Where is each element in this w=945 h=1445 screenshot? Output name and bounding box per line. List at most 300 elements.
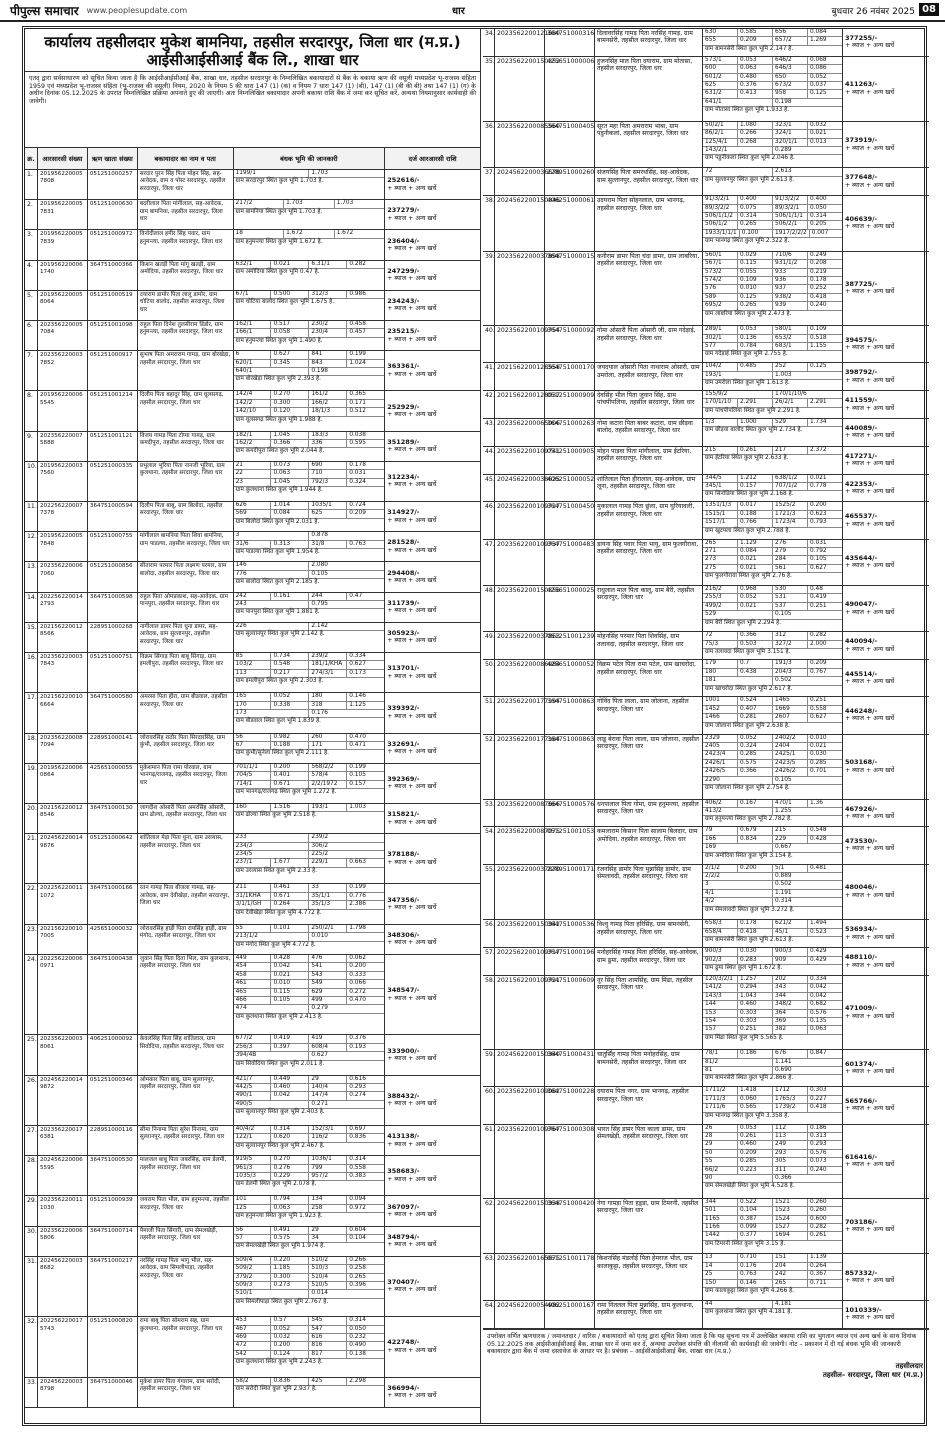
row-serial: 2. xyxy=(25,200,38,229)
row-rrc-number: 2023562200176381 xyxy=(38,1126,88,1155)
land-cell: 284 xyxy=(773,556,808,563)
land-cell: 509/2 xyxy=(234,1265,272,1272)
land-cell: 143/3 xyxy=(703,993,738,1000)
land-cell: 841 xyxy=(309,351,347,358)
land-cell: 1166 xyxy=(703,1224,738,1231)
land-line xyxy=(703,1254,842,1262)
land-line xyxy=(703,82,842,90)
land-line xyxy=(234,1205,385,1213)
amount-value: 252616/- xyxy=(387,176,420,185)
land-total: ग्राम गदेड़ाई स्थित कुल भूमि 2.755 है. xyxy=(705,351,788,358)
row-serial: 48. xyxy=(483,586,495,631)
table-row xyxy=(483,697,929,734)
land-line xyxy=(234,479,385,487)
land-line xyxy=(703,74,842,82)
land-cell: 0.105 xyxy=(775,776,792,783)
land-line xyxy=(703,611,842,619)
table-row xyxy=(483,660,929,697)
row-rrc-number: 2024562200038798 xyxy=(38,1378,88,1407)
table-row xyxy=(483,447,929,475)
land-line xyxy=(703,260,842,268)
land-line xyxy=(234,997,385,1005)
land-cell: 191/3 xyxy=(773,660,808,667)
table-row xyxy=(483,168,929,196)
land-cell: 573/1 xyxy=(703,57,738,64)
land-cell: 144 xyxy=(703,1001,738,1008)
land-line xyxy=(234,661,385,669)
land-cell: 657/2 xyxy=(773,37,808,44)
land-cell: 2425/1 xyxy=(773,751,808,758)
land-cell: 180 xyxy=(309,693,347,700)
land-total: ग्राम पानपुरा स्थित कुल भूमि 1.881 है. xyxy=(235,609,320,616)
land-cell: 162/2 xyxy=(234,440,272,447)
land-total: ग्राम बामनसेरी स्थित कुल भूमि 2.866 है. xyxy=(705,1075,794,1082)
land-line xyxy=(703,57,842,65)
land-cell: 0.428 xyxy=(810,835,827,842)
land-total: ग्राम हनुमन्त्या स्थित कुल भूमि 1.923 है. xyxy=(235,1213,323,1220)
notice-intro: एतद् द्वारा सर्वसाधारण को सूचित किया जाता है कि आईसीआईसीआई बैंक, शाखा धार, तहसील सरदारपुर के निम्नलिखित बकायादारों से बैंक के बकाया ऋण की वसूली मध्यप्रदेश भू-राजस्व संहिता 1959 एवं मध्यप्रदेश भू-राजस्व संहिता (भू-राजस्व की वसूली) नियम, 2020 के नियम 5 की धारा 147 (1) (क) व नियम 7 धारा 147 (1) (बी), 147 (1) (बी की बी) तथा 147 (1) (ग) के अधीन दिनांक 05.12.2025 के उपरांत निम्नलिखित प्रक्रिया अपनाते हुए की जाएगी। अतः निम्नलिखित बकायादार अपनी बकाया राशि बैंक में जमा कर सूचित करें, अन्यथा नियमानुसार कार्यवाही की जावेगी। xyxy=(25,72,480,148)
land-cell: 0.030 xyxy=(810,751,827,758)
land-cell: 327/2 xyxy=(773,641,808,648)
land-line xyxy=(703,1133,842,1141)
land-cell: 1.185 xyxy=(271,1265,309,1272)
land-cell: 0.460 xyxy=(738,1001,773,1008)
table-row xyxy=(25,321,480,351)
land-line xyxy=(234,321,385,329)
amount-value: 857332/- xyxy=(845,1268,878,1277)
row-loan-number: 051251000257 xyxy=(88,170,138,199)
land-cell: 0.595 xyxy=(349,440,366,447)
amount-note: + ब्याज + अन्य खर्चे xyxy=(845,344,895,352)
row-borrower-name: मांगीलाल बामनिया पिता शिवा बामनिया, ग्राम पाडल्या, तहसील सरदारपुर, जिला धार xyxy=(138,532,234,561)
amount-note: + ब्याज + अन्य खर्चे xyxy=(845,1277,895,1285)
land-cell: 2.080 xyxy=(311,562,328,569)
amount-value: 305923/- xyxy=(387,629,420,637)
land-line xyxy=(234,1282,385,1290)
row-loan-number: 425651000052 xyxy=(545,660,595,696)
land-cell: 641/1 xyxy=(703,99,773,106)
row-rrc-number: 2023562200109082 xyxy=(495,1087,545,1123)
land-cell: 0.366 xyxy=(738,632,773,639)
row-rrc-number: 2023562200037870 xyxy=(495,865,545,920)
row-loan-number: 364751000863 xyxy=(545,697,595,733)
land-cell: 0.115 xyxy=(738,260,773,267)
land-cell: 490/5 xyxy=(234,1101,310,1108)
row-amount xyxy=(385,1076,480,1125)
row-rrc-number: 2022562200111072 xyxy=(38,884,88,923)
land-cell: 0.429 xyxy=(810,956,827,963)
row-amount xyxy=(843,827,929,863)
land-cell: 0.524 xyxy=(738,697,773,704)
land-cell: 4/1 xyxy=(703,890,773,897)
land-cell: 0.042 xyxy=(810,984,827,991)
land-line xyxy=(234,502,385,510)
land-cell: 0.032 xyxy=(810,121,827,128)
row-serial: 14. xyxy=(25,593,38,622)
amount-note: + ब्याज + अन्य खर्चे xyxy=(845,645,895,653)
land-cell: 103/2 xyxy=(234,661,272,668)
land-line xyxy=(703,836,842,844)
notice-frame xyxy=(22,26,927,1426)
land-cell: 150 xyxy=(703,1280,738,1287)
land-cell: 0.261 xyxy=(738,1133,773,1140)
land-cell: 957/2 xyxy=(309,1173,347,1180)
row-amount xyxy=(385,1126,480,1155)
row-borrower-name: नागीलाल डामर पिता धुना डामर, सह-आवेदक, ग्राम सुल्तानपुर, तहसील सरदारपुर, जिला धार xyxy=(138,623,234,652)
table-row xyxy=(483,252,929,326)
land-cell: 0.021 xyxy=(738,603,773,610)
land-total: ग्राम सिमलीपाड़ा स्थित कुल भूमि 2.767 है. xyxy=(235,1298,329,1305)
land-cell: 0.400 xyxy=(738,196,773,203)
land-cell: 704/5 xyxy=(234,772,272,779)
land-cell: 0.052 xyxy=(271,1326,309,1333)
land-line xyxy=(234,1035,385,1043)
land-cell: 1036/1 xyxy=(309,1156,347,1163)
land-cell: 0.679 xyxy=(738,827,773,834)
land-cell: 0.623 xyxy=(810,510,827,517)
land-cell: 1711/3 xyxy=(703,1096,738,1103)
land-cell: 0.671 xyxy=(271,781,309,788)
land-cell: 0.794 xyxy=(271,1196,309,1203)
amount-value: 417271/- xyxy=(845,451,878,460)
row-serial: 40. xyxy=(483,326,495,362)
amount-note: + ब्याज + अन्य खर्चे xyxy=(387,1210,437,1218)
land-cell: 0.157 xyxy=(349,780,366,787)
row-serial: 4. xyxy=(25,261,38,290)
table-row xyxy=(25,261,480,291)
row-loan-number: 051251001098 xyxy=(88,321,138,350)
land-line xyxy=(703,1104,842,1112)
row-loan-number: 051251000905 xyxy=(545,447,595,474)
land-cell: 817 xyxy=(309,1351,347,1358)
row-borrower-name: किशन खतड़ी पिता मांगू खतड़ी, ग्राम अमोदिया, तहसील सरदारपुर, जिला धार xyxy=(138,261,234,290)
land-line xyxy=(234,400,385,408)
land-cell: 631/2 xyxy=(703,90,738,97)
table-row xyxy=(483,1087,929,1124)
land-cell: 656 xyxy=(773,29,808,36)
land-cell: 0.264 xyxy=(271,901,309,908)
amount-note: + ब्याज + अन्य खर्चे xyxy=(387,1140,437,1148)
land-cell: 0.186 xyxy=(738,1050,773,1057)
row-land-details xyxy=(703,800,843,827)
land-line xyxy=(703,1263,842,1271)
row-rrc-number: 2024562200150338 xyxy=(495,1199,545,1254)
land-cell: 243 xyxy=(234,601,310,608)
land-cell: 50/2/1 xyxy=(703,122,738,129)
land-cell: 608/4 xyxy=(309,1044,347,1051)
table-row xyxy=(25,230,480,260)
amount-value: 465537/- xyxy=(845,512,878,521)
land-cell: 320/1/1 xyxy=(773,139,808,146)
land-cell: 1465 xyxy=(773,697,808,704)
row-amount xyxy=(843,1199,929,1254)
land-cell: 1694 xyxy=(773,1232,808,1239)
row-rrc-number: 2023562200067060 xyxy=(38,562,88,591)
land-line xyxy=(234,470,385,478)
amount-note: + ब्याज + अन्य खर्चे xyxy=(845,144,895,152)
land-cell: 1711/2 xyxy=(703,1087,738,1094)
land-cell: 81/2 xyxy=(703,1059,773,1066)
land-line xyxy=(703,1158,842,1166)
land-cell: 0.209 xyxy=(738,37,773,44)
land-cell: 0.667 xyxy=(775,844,792,851)
land-cell: 229 xyxy=(773,836,808,843)
row-loan-number: 364751000366 xyxy=(88,261,138,290)
row-borrower-name: नरसिंह गामड़ पिता भागु भील, सह-आवेदक, ग्राम सिमलीपाड़ा, तहसील सरदारपुर, जिला धार xyxy=(138,1257,234,1316)
land-cell: 230/2 xyxy=(309,321,347,328)
land-cell: 226 xyxy=(234,623,310,630)
amount-value: 503168/- xyxy=(845,758,878,767)
row-loan-number: 051251000856 xyxy=(88,562,138,591)
land-cell: 0.171 xyxy=(349,399,366,406)
land-line xyxy=(703,669,842,677)
row-land-details xyxy=(234,532,386,561)
land-cell: 1442 xyxy=(703,1232,738,1239)
land-line xyxy=(703,594,842,602)
row-rrc-number: 2022562200142793 xyxy=(38,593,88,622)
land-cell: 181/1/KHA xyxy=(309,661,347,668)
table-header xyxy=(25,148,480,170)
row-serial: 30. xyxy=(25,1227,38,1256)
row-amount xyxy=(843,540,929,585)
row-loan-number: 364751000263 xyxy=(545,419,595,446)
row-rrc-number: 2024562200036678 xyxy=(495,168,545,195)
land-cell: 306/2 xyxy=(311,842,329,849)
land-cell: 0.125 xyxy=(810,90,827,97)
land-cell: 0.986 xyxy=(349,290,366,297)
land-cell: 379/2 xyxy=(234,1274,272,1281)
land-cell: 0.146 xyxy=(738,1280,773,1287)
land-cell: 66/2 xyxy=(703,1167,738,1174)
land-cell: 0.490 xyxy=(349,1342,366,1349)
land-line xyxy=(703,660,842,668)
table-row xyxy=(25,1035,480,1075)
table-row xyxy=(483,1254,929,1300)
land-line xyxy=(234,291,385,299)
row-loan-number: 406251000052 xyxy=(545,475,595,502)
land-cell: 170/1/10/6 xyxy=(775,391,807,398)
row-amount xyxy=(843,800,929,827)
table-row xyxy=(483,326,929,363)
land-cell: 217 xyxy=(773,447,808,454)
land-cell: 701/1/1 xyxy=(234,764,272,771)
table-row xyxy=(25,432,480,462)
land-line xyxy=(703,168,842,176)
land-line xyxy=(703,540,842,548)
row-serial: 24. xyxy=(25,955,38,1035)
row-borrower-name: मुकेशमान पिता रामा पोरवाल, ग्राम भानगढ़/राजगढ़, तहसील सरदारपुर, जिला धार xyxy=(138,764,234,803)
land-line xyxy=(703,122,842,130)
land-cell: 1452 xyxy=(703,706,738,713)
land-cell: 165 xyxy=(234,693,272,700)
row-land-details xyxy=(703,920,843,947)
amount-note: + ब्याज + अन्य खर्चे xyxy=(845,376,895,384)
land-cell: 0.470 xyxy=(349,733,366,740)
amount-note: + ब्याज + अन्य खर्चे xyxy=(387,637,437,645)
land-line xyxy=(234,1257,385,1265)
signature-place: तहसील– सरदारपुर, जिला धार (म.प्र.) xyxy=(822,1371,923,1380)
land-cell: 549 xyxy=(309,980,347,987)
row-rrc-number: 2023562200111030 xyxy=(38,1196,88,1225)
row-loan-number: 228951000141 xyxy=(88,734,138,763)
land-cell: 1.703 xyxy=(336,200,354,207)
land-line xyxy=(703,399,842,407)
table-row xyxy=(25,804,480,834)
land-cell: 474 xyxy=(234,1005,310,1012)
land-line xyxy=(234,702,385,710)
land-total: ग्राम भानगढ़ स्थित कुल भूमि 2.322 है. xyxy=(705,238,790,245)
land-cell: 0.100 xyxy=(740,230,773,237)
row-borrower-name: विश्वु गामड़ पिता हरिसिंह, ग्राम बामनसेरी, तहसील सरदारपुर, जिला धार xyxy=(595,920,703,947)
land-cell: 0.418 xyxy=(738,929,773,936)
land-cell: 0.014 xyxy=(311,1290,328,1297)
land-cell: 0.376 xyxy=(738,82,773,89)
land-line xyxy=(234,1265,385,1273)
land-cell: 425 xyxy=(309,1378,347,1385)
land-cell: 276 xyxy=(773,540,808,547)
land-line xyxy=(234,933,385,941)
row-borrower-name: जागदीश ओसारी पिता अमरसिंह ओसारी, ग्राम ढोल्या, तहसील सरदारपुर, जिला धार xyxy=(138,804,234,833)
land-cell: 626 xyxy=(234,502,272,509)
land-cell: 55 xyxy=(703,1158,738,1165)
amount-value: 387725/- xyxy=(845,280,878,289)
land-total: ग्राम धूलसगढ़ स्थित कुल भूमि 1.988 है. xyxy=(235,416,323,423)
land-cell: 0.053 xyxy=(738,326,773,333)
land-cell: 217/2 xyxy=(234,200,285,207)
row-land-details xyxy=(703,540,843,585)
land-cell: 67 xyxy=(234,742,272,749)
land-cell: 169 xyxy=(703,844,773,851)
land-cell: 0.548 xyxy=(271,661,309,668)
land-cell: 50 xyxy=(703,1150,738,1157)
land-cell: 1933/1/1/1 xyxy=(703,230,740,237)
land-cell: 86/2/1 xyxy=(703,130,738,137)
table-row xyxy=(25,955,480,1036)
land-cell: 1.798 xyxy=(349,924,366,931)
row-land-details xyxy=(703,29,843,56)
land-cell: 1.080 xyxy=(738,122,773,129)
amount-value: 333900/- xyxy=(387,1046,420,1055)
row-land-details xyxy=(703,196,843,251)
land-cell: 710/6 xyxy=(773,252,808,259)
row-serial: 10. xyxy=(25,462,38,501)
land-line xyxy=(703,548,842,556)
land-line xyxy=(703,1141,842,1149)
row-rrc-number: 2023562200087075 xyxy=(495,827,545,863)
row-land-details xyxy=(703,976,843,1049)
row-land-details xyxy=(234,1196,386,1225)
row-borrower-name: लाडू बेरावा पिता लाला, ग्राम जोलाना, तहसील सरदारपुर, जिला धार xyxy=(595,735,703,799)
row-loan-number: 051251000335 xyxy=(88,462,138,501)
land-cell: 466 xyxy=(234,997,272,1004)
land-line xyxy=(703,511,842,519)
row-rrc-number: 2023562200109727 xyxy=(495,502,545,538)
land-cell: 695/2 xyxy=(703,302,738,309)
row-serial: 49. xyxy=(483,632,495,659)
land-cell: 252 xyxy=(773,363,808,370)
land-total: ग्राम सुल्तानपुर स्थित कुल भूमि 2.467 है. xyxy=(235,1142,325,1149)
row-land-details xyxy=(234,764,386,803)
row-serial: 44. xyxy=(483,447,495,474)
land-cell: 0.491 xyxy=(271,1227,309,1234)
row-rrc-number: 2024562200038625 xyxy=(495,475,545,502)
row-amount xyxy=(385,502,480,531)
row-borrower-name: सीताराम परमार पिता लक्ष्मण परमार, ग्राम बालोदा, तहसील सरदारपुर, जिला धार xyxy=(138,562,234,591)
amount-note: + ब्याज + अन्य खर्चे xyxy=(387,939,437,947)
land-line xyxy=(234,734,385,742)
land-cell: 141/2 xyxy=(703,984,738,991)
row-rrc-number: 2023562200109741 xyxy=(495,447,545,474)
row-serial: 32. xyxy=(25,1317,38,1376)
land-cell: 273 xyxy=(703,556,738,563)
land-line xyxy=(234,1076,385,1084)
land-cell: 0.186 xyxy=(810,1124,827,1131)
land-cell: 531 xyxy=(773,594,808,601)
land-cell: 312/3 xyxy=(309,291,347,298)
land-line xyxy=(234,670,385,678)
table-row xyxy=(483,586,929,632)
row-loan-number: 364751000420 xyxy=(545,1199,595,1254)
land-cell: 0.125 xyxy=(738,294,773,301)
row-serial: 20. xyxy=(25,804,38,833)
land-cell: 0.146 xyxy=(349,693,366,700)
table-row xyxy=(483,502,929,539)
land-cell: 0.523 xyxy=(810,928,827,935)
land-cell: 547 xyxy=(309,1326,347,1333)
land-cell: 616 xyxy=(309,1334,347,1341)
land-line xyxy=(234,772,385,780)
land-line xyxy=(703,873,842,881)
row-rrc-number: 2024562200150346 xyxy=(495,196,545,251)
land-cell: 25 xyxy=(703,1271,738,1278)
land-cell: 112 xyxy=(773,1125,808,1132)
row-loan-number: 364751000530 xyxy=(88,1156,138,1195)
row-serial: 9. xyxy=(25,432,38,461)
land-total: ग्राम भानगढ़/राजगढ़ स्थित कुल भूमि 1.272 है. xyxy=(235,788,337,795)
row-land-details xyxy=(703,1087,843,1123)
table-row xyxy=(483,865,929,921)
land-cell: 0.042 xyxy=(271,963,309,970)
land-cell: 2.298 xyxy=(349,1377,366,1384)
land-cell: 0.418 xyxy=(810,293,827,300)
land-cell: 147/4 xyxy=(309,1092,347,1099)
land-line xyxy=(703,1207,842,1215)
land-cell: 382 xyxy=(773,1026,808,1033)
amount-value: 314927/- xyxy=(387,508,420,517)
row-rrc-number: 2023562200087094 xyxy=(38,734,88,763)
land-cell: 0.282 xyxy=(810,1224,827,1230)
row-amount xyxy=(843,502,929,538)
row-amount xyxy=(843,697,929,733)
right-table-body xyxy=(483,29,929,1329)
land-cell: 155/9/2 xyxy=(703,391,773,398)
land-cell: 122/1 xyxy=(234,1134,272,1141)
land-cell: 21 xyxy=(234,462,272,469)
row-land-details xyxy=(703,632,843,659)
amount-note: + ब्याज + अन्य खर्चे xyxy=(845,432,895,440)
row-rrc-number: 2023562200177184 xyxy=(495,735,545,799)
land-line xyxy=(703,1167,842,1175)
land-cell: 0.767 xyxy=(810,668,827,675)
land-cell: 0.407 xyxy=(738,706,773,713)
land-line xyxy=(703,285,842,293)
amount-value: 377255/- xyxy=(845,34,878,43)
land-cell: 0.48 xyxy=(810,586,823,593)
land-cell: 900/3 xyxy=(703,948,738,955)
land-line xyxy=(703,865,842,873)
land-cell: 146 xyxy=(234,562,310,569)
land-total: ग्राम पांचपीपलिया स्थित कुल भूमि 2.291 है. xyxy=(705,407,801,414)
